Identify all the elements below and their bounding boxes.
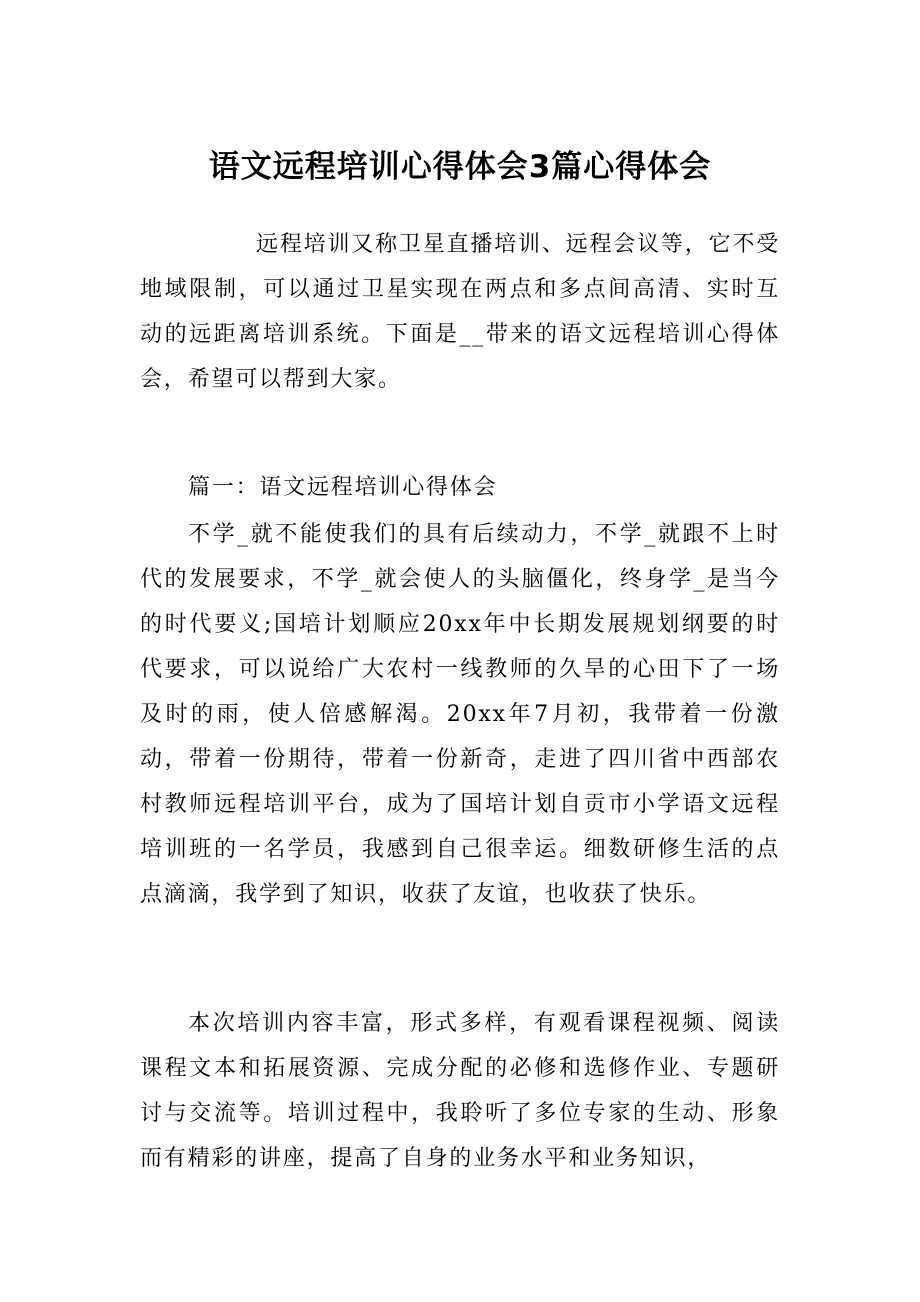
body-paragraph-1: 不学_就不能使我们的具有后续动力，不学_就跟不上时代的发展要求，不学_就会使人的头脑僵化，终身学_是当今的时代要义;国培计划顺应20xx年中长期发展规划纲要的时代要求，可以说给广大农村一线教师的久旱的心田下了一场及时的雨，使人倍感解渴。20xx年7月初，我带着一份激动，带着一份期待，带着一份新奇，走进了四川省中西部农村教师远程培训平台，成为了国培计划自贡市小学语文远程培训班的一名学员，我感到自己很幸运。细数研修生活的点点滴滴，我学到了知识，收获了友谊，也收获了快乐。 bbox=[140, 522, 780, 907]
body-paragraph-2: 本次培训内容丰富，形式多样，有观看课程视频、阅读课程文本和拓展资源、完成分配的必修和选修作业、专题研讨与交流等。培训过程中，我聆听了多位专家的生动、形象而有精彩的讲座，提高了自身的业务水平和业务知识， bbox=[140, 1011, 780, 1171]
intro-paragraph: 远程培训又称卫星直播培训、远程会议等，它不受地域限制，可以通过卫星实现在两点和多点间高清、实时互动的远距离培训系统。下面是__带来的语文远程培训心得体会，希望可以帮到大家。 bbox=[140, 232, 780, 392]
document-title: 语文远程培训心得体会3篇心得体会 bbox=[208, 149, 712, 185]
section-heading: 篇一：语文远程培训心得体会 bbox=[188, 475, 498, 500]
